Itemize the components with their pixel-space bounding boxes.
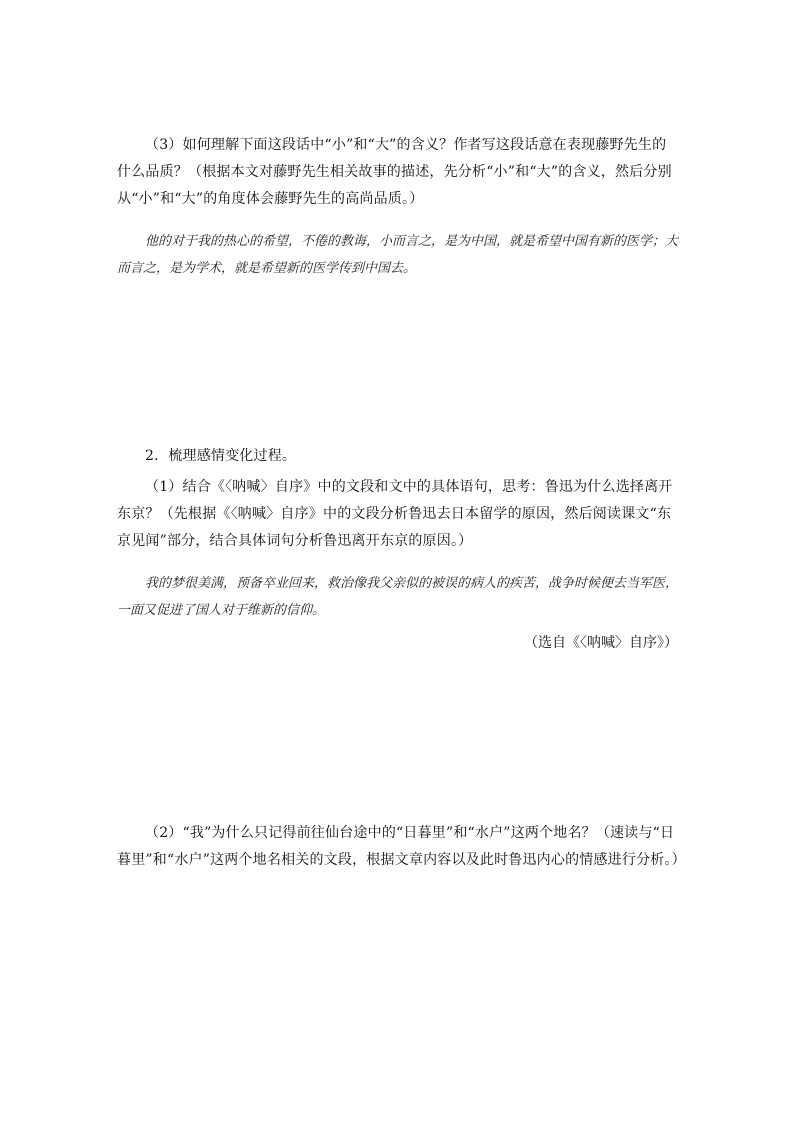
question-2-prompt: （2）“我”为什么只记得前往仙台途中的“日暮里”和“水户”这两个地名？（速读与“日暮里”和“水户”这两个地名相关的文段，根据文章内容以及此时鲁迅内心的情感进行分析。） — [117, 825, 686, 868]
quote-source: （选自《〈呐喊〉自序》） — [524, 635, 678, 651]
section-2-heading: 2．梳理感情变化过程。 — [145, 448, 297, 464]
question-1-prompt: （1）结合《〈呐喊〉自序》中的文段和文中的具体语句，思考：鲁迅为什么选择离开东京？（先根据《〈呐喊〉自序》中的文段分析鲁迅去日本留学的原因，然后阅读课文“东京见闻”部分，结合具体词句分析鲁迅离开东京的原因。） — [117, 479, 673, 549]
question-3-prompt: （3）如何理解下面这段话中“小”和“大”的含义？作者写这段话意在表现藤野先生的什么品质？（根据本文对藤野先生相关故事的描述，先分析“小”和“大”的含义，然后分别从“小”和“大”的角度体会藤野先生的高尚品质。） — [117, 137, 672, 207]
question-3-quote: 他的对于我的热心的希望，不倦的教诲，小而言之，是为中国，就是希望中国有新的医学；大而言之，是为学术，就是希望新的医学传到中国去。 — [117, 234, 679, 276]
question-1-quote: 我的梦很美满，预备卒业回来，救治像我父亲似的被误的病人的疾苦，战争时候便去当军医，一面又促进了国人对于维新的信仰。 — [117, 576, 679, 618]
